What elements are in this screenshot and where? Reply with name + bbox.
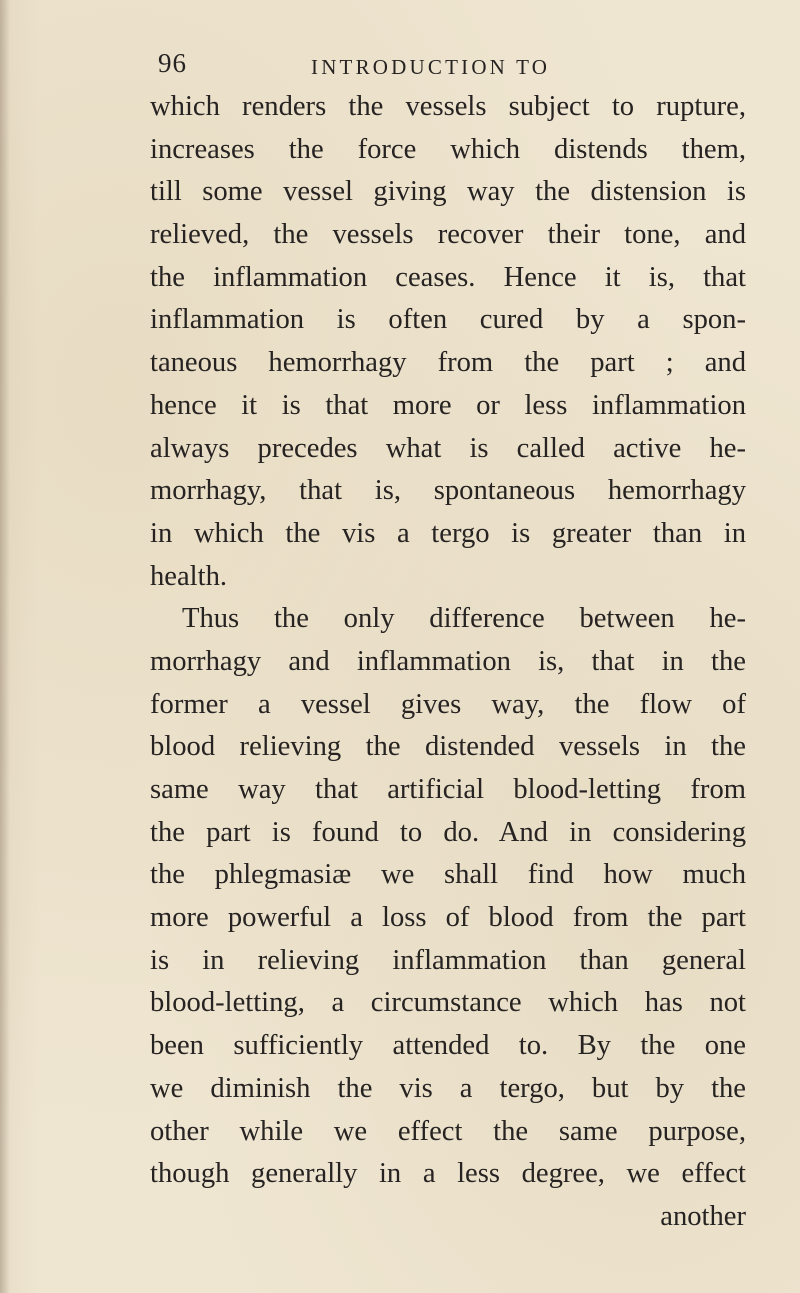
text-line: is in relieving inflammation than general [150, 944, 746, 976]
text-line: in which the vis a tergo is greater than in [150, 517, 746, 549]
text-line: the inflammation ceases. Hence it is, that [150, 261, 746, 293]
text-line: till some vessel giving way the distension is [150, 176, 746, 208]
text-line: other while we effect the same purpose, [150, 1115, 746, 1147]
text-line: morrhagy and inflammation is, that in the [150, 645, 746, 677]
text-line: blood-letting, a circumstance which has not [150, 987, 746, 1019]
text-line: we diminish the vis a tergo, but by the [150, 1072, 746, 1104]
text-line: the phlegmasiæ we shall find how much [150, 859, 746, 891]
text-line: taneous hemorrhagy from the part ; and [150, 347, 746, 379]
text-line: same way that artificial blood-letting from [150, 774, 746, 805]
body-text [150, 86, 746, 1239]
text-line: hence it is that more or less inflammation [150, 389, 746, 421]
paragraph-start-line: Thus the only difference between he- [182, 603, 746, 635]
text-line: which renders the vessels subject to rupture, [150, 91, 746, 122]
text-line: been sufficiently attended to. By the one [150, 1030, 746, 1062]
text-line: the part is found to do. And in considering [150, 816, 746, 848]
catchword: another [660, 1200, 746, 1232]
paragraph-end-line: health. [150, 560, 228, 592]
text-line: relieved, the vessels recover their tone, and [150, 219, 746, 251]
text-line: more powerful a loss of blood from the part [150, 902, 746, 934]
text-line: former a vessel gives way, the flow of [150, 688, 746, 720]
text-line: increases the force which distends them, [150, 133, 746, 165]
text-line: morrhagy, that is, spontaneous hemorrhagy [150, 475, 746, 507]
page-gutter-shadow [0, 0, 10, 1293]
text-line: inflammation is often cured by a spon- [150, 304, 746, 336]
page-number: 96 [158, 48, 187, 78]
text-line: always precedes what is called active he- [150, 432, 746, 464]
text-line: blood relieving the distended vessels in the [150, 731, 746, 763]
text-line: though generally in a less degree, we effect [150, 1158, 746, 1190]
running-head: INTRODUCTION TO [311, 55, 551, 79]
